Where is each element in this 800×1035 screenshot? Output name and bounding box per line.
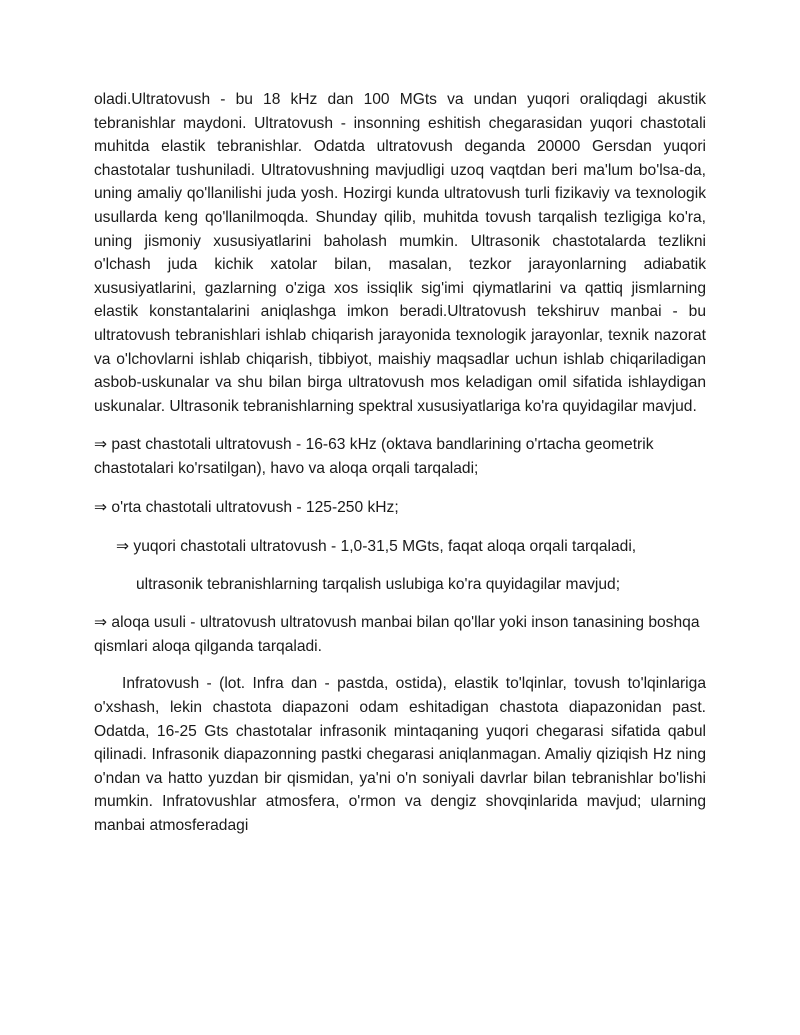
bullet-mid-frequency: ⇒ o'rta chastotali ultratovush - 125-250 kHz; — [94, 498, 399, 516]
bullet-high-frequency: ⇒ yuqori chastotali ultratovush - 1,0-31,5 MGts, faqat aloqa orqali tarqaladi, — [116, 538, 637, 556]
intro-paragraph: oladi.Ultratovush - bu 18 kHz dan 100 MGts va undan yuqori oraliqdagi akustik tebranishlar maydoni. Ultratovush - insonning eshitish chegarasidan yuqori chastotali muhitda elastik tebranishlar. Odatda ultratovush deganda 20000 Gersdan yuqori chastotalar tushuniladi. Ultratovushning mavjudligi uzoq vaqtdan beri ma'lum bo'lsa-da, uning amaliy qo'llanilishi juda yosh. Hozirgi kunda ultratovush turli fizikaviy va texnologik usullarda keng qo'llanilmoqda. Shunday qilib, muhitda tovush tarqalish tezligiga ko'ra, uning jismoniy xususiyatlarini baholash mumkin. Ultrasonik chastotalarda tezlikni o'lchash juda kichik xatolar bilan, masalan, tezkor jarayonlarning adiabatik xususiyatlarini, gazlarning o'ziga xos issiqlik sig'imi qiymatlarini va qattiq jismlarning elastik konstantalarini aniqlashga imkon beradi.Ultratovush tekshiruv manbai - bu ultratovush tebranishlari ishlab chiqarish jarayonida texnologik jarayonlar, texnik nazorat va o'lchovlarni ishlab chiqarish, tibbiyot, maishiy maqsadlar uchun ishlab chiqariladigan asbob-uskunalar va shu bilan birga ultratovush mos keladigan omil sifatida ishlaydigan uskunalar. Ultrasonik tebranishlarning spektral xususiyatlariga ko'ra quyidagilar mavjud. — [94, 91, 706, 415]
document-page — [94, 88, 706, 838]
bullet-contact-method: ⇒ aloqa usuli - ultratovush ultratovush manbai bilan qo'llar yoki inson tanasining boshqa qismlari aloqa qilganda tarqaladi. — [94, 614, 700, 655]
bullet-low-frequency: ⇒ past chastotali ultratovush - 16-63 kHz (oktava bandlarining o'rtacha geometrik chastotalari ko'rsatilgan), havo va aloqa orqali tarqaladi; — [94, 436, 654, 477]
infrasound-paragraph: Infratovush - (lot. Infra dan - pastda, ostida), elastik to'lqinlar, tovush to'lqinlariga o'xshash, lekin chastota diapazoni odam eshitadigan chastota diapazonidan past. Odatda, 16-25 Gts chastotalar infrasonik mintaqaning yuqori chegarasi sifatida qabul qilinadi. Infrasonik diapazonning pastki chegarasi aniqlanmagan. Amaliy qiziqish Hz ning o'ndan va hatto yuzdan bir qismidan, ya'ni o'n soniyali davrlar bilan tebranishlar bo'lishi mumkin. Infratovushlar atmosfera, o'rmon va dengiz shovqinlarida mavjud; ularning manbai atmosferadagi — [94, 675, 706, 835]
propagation-intro-line: ultrasonik tebranishlarning tarqalish uslubiga ko'ra quyidagilar mavjud; — [136, 575, 621, 593]
